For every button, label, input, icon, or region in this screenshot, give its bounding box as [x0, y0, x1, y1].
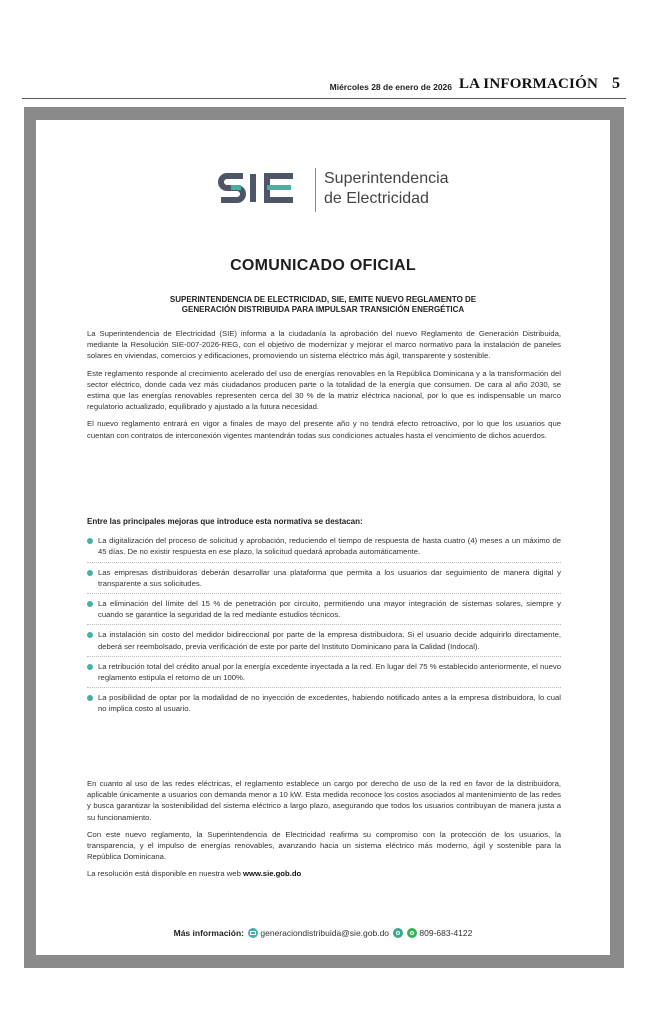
- issue-date: Miércoles 28 de enero de 2026: [329, 82, 452, 92]
- subtitle-line1: SUPERINTENDENCIA DE ELECTRICIDAD, SIE, EMITE NUEVO REGLAMENTO DE: [169, 295, 477, 304]
- improvement-item: [87, 688, 561, 718]
- website-link[interactable]: www.sie.gob.do: [243, 869, 302, 879]
- improvement-item: [87, 594, 561, 625]
- intro-paragraph: Este reglamento responde al crecimiento acelerado del uso de energías renovables en la República Dominicana y a la transformación del sector eléctrico, donde cada vez más ciudadanos producen parte o la totalidad de la energía que consumen. De cara al año 2030, se estima que las energías renovables representen cerca del 30 % de la matriz eléctrica nacional, por lo que es indispensable un marco regulatorio actualizado, equilibrado y ajustado a la futura necesidad.: [87, 368, 561, 412]
- improvement-item: [87, 531, 561, 562]
- improvement-text: La eliminación del límite del 15 % de penetración por circuito, permitiendo una mayor integración de sistemas solares, siempre y cuando se garantice la seguridad de la red mediante estudios técnicos.: [98, 599, 561, 620]
- newspaper-name: LA INFORMACIÓN: [458, 76, 598, 92]
- subtitle: [96, 295, 550, 315]
- contact-email[interactable]: generaciondistribuida@sie.gob.do: [260, 928, 390, 938]
- advertisement-content: [36, 120, 610, 955]
- whatsapp-icon: [407, 928, 417, 938]
- intro-paragraph: La Superintendencia de Electricidad (SIE) informa a la ciudadanía la aprobación del nuevo Reglamento de Generación Distribuida, mediante la Resolución SIE-007-2026-REG, con el objetivo de modernizar y mejorar el marco normativo para la instalación de paneles solares en viviendas, comercios y edificaciones, promoviendo un sistema eléctrico más ágil, transparente y sostenible.: [87, 329, 561, 361]
- sie-logo: [217, 165, 457, 215]
- improvements-section: [87, 516, 561, 719]
- resolution-note: [87, 868, 561, 879]
- bullet-icon: [87, 664, 93, 670]
- intro-section: [87, 328, 561, 447]
- contact-phone[interactable]: 809-683-4122: [419, 928, 473, 938]
- logo-name: [324, 169, 449, 209]
- logo-name-line2: de Electricidad: [324, 190, 429, 207]
- closing-section: [87, 778, 561, 886]
- logo-divider: [315, 168, 316, 212]
- header-divider: [22, 98, 626, 99]
- phone-icon: [393, 928, 403, 938]
- improvement-text: La digitalización del proceso de solicitud y aprobación, reduciendo el tiempo de respuesta de hasta cuatro (4) meses a un máximo de 45 días. De no existir respuesta en ese plazo, la solicitud quedará aprobada automáticamente.: [98, 536, 561, 557]
- email-icon: [248, 928, 258, 938]
- improvement-text: La posibilidad de optar por la modalidad de no inyección de excedentes, habiendo notificado antes a la empresa distribuidora, lo cual no implica costo al usuario.: [98, 693, 561, 714]
- improvement-item: [87, 657, 561, 688]
- closing-paragraph: Con este nuevo reglamento, la Superintendencia de Electricidad reafirma su compromiso con la protección de los usuarios, la transparencia, y el impulso de energías renovables, avanzando hacia un sistema eléctrico más moderno, ágil y sostenible para la República Dominicana.: [87, 829, 561, 862]
- advertisement-frame: [24, 107, 624, 968]
- sie-logo-mark: [217, 169, 307, 209]
- bullet-icon: [87, 570, 93, 576]
- improvement-text: La instalación sin costo del medidor bidireccional por parte de la empresa distribuidora. Si el usuario decide adquirirlo directamente, deberá ser reembolsado, previa verificación de este por parte del Instituto Dominicano para la Calidad (Indocal).: [98, 630, 561, 651]
- intro-paragraph: El nuevo reglamento entrará en vigor a finales de mayo del presente año y no tendrá efecto retroactivo, por lo que los usuarios que cuentan con contratos de interconexión vigentes mantendrán todas sus condiciones actuales hasta el vencimiento de dichos acuerdos.: [87, 419, 561, 440]
- improvements-lead: Entre las principales mejoras que introduce esta normativa se destacan:: [87, 517, 363, 526]
- contact-info: [36, 928, 610, 938]
- bullet-icon: [87, 538, 93, 544]
- subtitle-line2: GENERACIÓN DISTRIBUIDA PARA IMPULSAR TRANSICIÓN ENERGÉTICA: [181, 305, 465, 314]
- bullet-icon: [87, 601, 93, 607]
- improvement-text: Las empresas distribuidoras deberán desarrollar una plataforma que permita a los usuarios dar seguimiento de manera digital y transparente a sus solicitudes.: [98, 567, 561, 588]
- page-number: 5: [612, 75, 620, 92]
- closing-paragraph: En cuanto al uso de las redes eléctricas, el reglamento establece un cargo por derecho de uso de la red en favor de la distribuidora, aplicable únicamente a usuarios con demanda menor a 10 kW. Esta medida reconoce los costos asociados al mantenimiento de las redes y busca garantizar la sostenibilidad del sistema eléctrico a largo plazo, asegurando que todos los usuarios contribuyan de manera justa a su funcionamiento.: [87, 779, 561, 822]
- newspaper-header: [22, 74, 626, 98]
- bullet-icon: [87, 695, 93, 701]
- logo-name-line1: Superintendencia: [324, 170, 449, 187]
- improvement-text: La retribución total del crédito anual por la energía excedente inyectada a la red. En lugar del 75 % establecido anteriormente, el nuevo reglamento estipula el retorno de un 100%.: [98, 661, 561, 683]
- contact-label: Más información:: [173, 928, 244, 938]
- improvement-item: [87, 563, 561, 594]
- improvement-item: [87, 625, 561, 656]
- resolution-text: La resolución está disponible en nuestra web: [87, 869, 241, 879]
- page-title: COMUNICADO OFICIAL: [230, 257, 416, 274]
- bullet-icon: [87, 632, 93, 638]
